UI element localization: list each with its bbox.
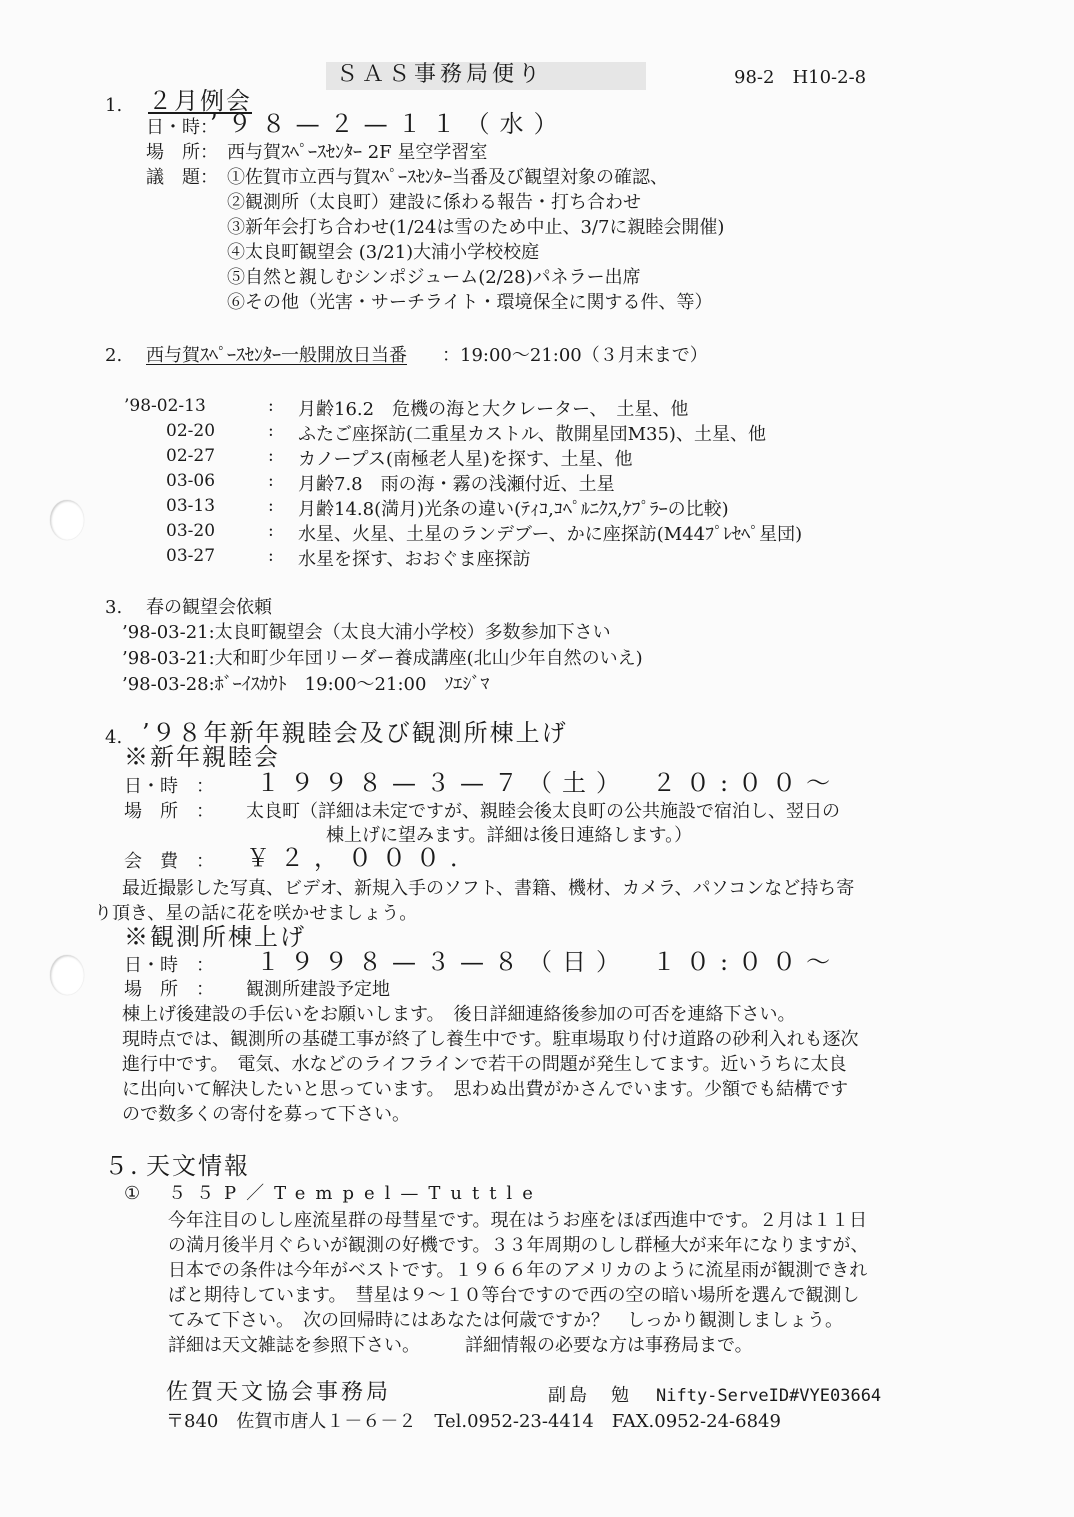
agenda-item: ④太良町観望会 (3/21)大浦小学校校庭	[227, 242, 540, 263]
footer-address: 〒840 佐賀市唐人１－６－２ Tel.0952-23-4414 FAX.0952-24-6849	[166, 1411, 781, 1432]
schedule-date: 02-27	[166, 446, 216, 466]
framing-body-line: 棟上げ後建設の手伝いをお願いします。 後日詳細連絡後参加の可否を連絡下さい。	[122, 1004, 796, 1025]
comet-body-line: 今年注目のしし座流星群の母彗星です。現在はうお座をほぼ西進中です。２月は１１日	[168, 1210, 868, 1231]
schedule-text: 水星、火星、土星のランデブー、かに座探訪(M44ﾌﾟﾚｾﾍﾟ星団)	[298, 524, 803, 545]
section-4-number: 4.	[105, 727, 123, 748]
meeting-date-value: ’９８—２—１１（水）	[210, 110, 568, 138]
viewing-request-item: ’98-03-21:太良町観望会（太良大浦小学校）多数参加下さい	[122, 622, 611, 643]
section-2-number: 2.	[105, 345, 123, 366]
comet-name: ５５P／Tempel—Tuttle	[168, 1183, 543, 1204]
framing-body-line: 現時点では、観測所の基礎工事が終了し養生中です。駐車場取り付け道路の砂利入れも逐次	[122, 1029, 859, 1050]
agenda-item: ⑥その他（光害・サーチライト・環境保全に関する件、等）	[227, 292, 713, 313]
framing-subheading: ※観測所棟上げ	[124, 923, 306, 951]
agenda-item: ⑤自然と親しむシンポジューム(2/28)パネラー出席	[227, 267, 641, 288]
party-place-value: 太良町（詳細は未定ですが、親睦会後太良町の公共施設で宿泊し、翌日の	[246, 801, 840, 822]
schedule-colon: :	[268, 446, 274, 466]
party-fee-value: ￥２，０００．	[246, 844, 484, 872]
section-2-heading: 西与賀ｽﾍﾟｰｽｾﾝﾀｰ一般開放日当番	[146, 345, 407, 366]
schedule-text: カノープス(南極老人星)を探す、土星、他	[298, 449, 633, 470]
schedule-date: ’98-02-13	[124, 396, 206, 416]
framing-body-line: 進行中です。 電気、水などのライフラインで若干の問題が発生してます。近いうちに太良	[122, 1054, 847, 1075]
framing-body-line: ので数多くの寄付を募って下さい。	[122, 1104, 410, 1125]
meeting-place-value: 西与賀ｽﾍﾟｰｽｾﾝﾀｰ 2F 星空学習室	[227, 142, 488, 163]
schedule-text: 水星を探す、おおぐま座探訪	[298, 549, 531, 570]
schedule-colon: :	[268, 396, 274, 416]
section-3-number: 3.	[105, 597, 123, 618]
meeting-date-label: 日・時：	[146, 117, 218, 138]
astro-item-number: ①	[124, 1183, 141, 1204]
agenda-label: 議 題：	[146, 167, 218, 188]
schedule-date: 03-13	[166, 496, 216, 516]
schedule-text: 月齢16.2 危機の海と大クレーター、 土星、他	[298, 399, 689, 420]
section-5-number: ５.	[104, 1152, 140, 1180]
agenda-item: ①佐賀市立西与賀ｽﾍﾟｰｽｾﾝﾀｰ当番及び観望対象の確認、	[227, 167, 668, 188]
comet-body-line: 日本での条件は今年がベストです。１９６６年のアメリカのように流星雨が観測できれ	[168, 1260, 868, 1281]
party-fee-label: 会 費 ：	[124, 851, 214, 872]
framing-date-value: １９９８—３—８（日） １０:００～	[256, 948, 841, 976]
agenda-item: ②観測所（太良町）建設に係わる報告・打ち合わせ	[227, 192, 641, 213]
viewing-request-item: ’98-03-28:ﾎﾞｰｲｽｶｳﾄ 19:00～21:00 ｿｴｼﾞﾏ	[122, 674, 490, 695]
party-date-value: １９９８—３—７（土） ２０:００～	[256, 769, 841, 797]
footer-nifty-id: Nifty-ServeID#VYE03664	[656, 1386, 882, 1406]
framing-date-label: 日・時 ：	[124, 955, 214, 976]
schedule-colon: :	[268, 496, 274, 516]
framing-place-value: 観測所建設予定地	[246, 979, 390, 1000]
footer-contact-person: 副島 勉	[548, 1385, 632, 1406]
party-subheading: ※新年親睦会	[124, 743, 280, 771]
comet-body-line: てみて下さい。 次の回帰時にはあなたは何歳ですか？ しっかり観測しましょう。	[168, 1310, 843, 1331]
party-place-value-cont: 棟上げに望みます。詳細は後日連絡します。）	[326, 825, 693, 846]
framing-place-label: 場 所 ：	[124, 979, 214, 1000]
punch-hole-top	[50, 500, 84, 540]
schedule-colon: :	[268, 471, 274, 491]
schedule-date: 03-27	[166, 546, 216, 566]
framing-body-line: に出向いて解決したいと思っています。 思わぬ出費がかさんでいます。少額でも結構です	[122, 1079, 849, 1100]
meeting-place-label: 場 所：	[146, 142, 218, 163]
section-3-heading: 春の観望会依頼	[146, 597, 272, 618]
section-4-heading: ’９８年新年親睦会及び観測所棟上げ	[142, 719, 568, 747]
punch-hole-bottom	[50, 955, 84, 995]
schedule-colon: :	[268, 546, 274, 566]
schedule-text: 月齢7.8 雨の海・霧の浅瀬付近、土星	[298, 474, 615, 495]
issue-number: 98-2 H10-2-8	[734, 67, 867, 88]
viewing-request-item: ’98-03-21:大和町少年団リーダー養成講座(北山少年自然のいえ)	[122, 648, 643, 669]
comet-body-line: ばと期待しています。 彗星は９～１０等台ですので西の空の暗い場所を選んで観測し	[168, 1285, 860, 1306]
schedule-text: ふたご座探訪(二重星カストル、散開星団M35)、土星、他	[298, 424, 766, 445]
footer-organization: 佐賀天文協会事務局	[166, 1380, 392, 1405]
schedule-date: 02-20	[166, 421, 216, 441]
section-1-heading: ２月例会	[148, 87, 252, 115]
schedule-date: 03-06	[166, 471, 216, 491]
newsletter-title: ＳＡＳ事務局便り	[336, 62, 545, 87]
party-date-label: 日・時 ：	[124, 776, 214, 797]
schedule-date: 03-20	[166, 521, 216, 541]
schedule-colon: :	[268, 421, 274, 441]
party-place-label: 場 所 ：	[124, 801, 214, 822]
section-2-hours: ：19:00～21:00（３月末まで）	[442, 345, 708, 366]
section-1-number: 1.	[105, 95, 123, 116]
comet-body-line: 詳細は天文雑誌を参照下さい。 詳細情報の必要な方は事務局まで。	[168, 1335, 753, 1356]
party-body-line: り頂き、星の話に花を咲かせましょう。	[94, 903, 418, 924]
agenda-item: ③新年会打ち合わせ(1/24は雪のため中止、3/7に親睦会開催)	[227, 217, 725, 238]
schedule-colon: :	[268, 521, 274, 541]
schedule-text: 月齢14.8(満月)光条の違い(ﾃｨｺ,ｺﾍﾟﾙﾆｸｽ,ｹﾌﾟﾗｰの比較)	[298, 499, 729, 520]
party-body-line: 最近撮影した写真、ビデオ、新規入手のソフト、書籍、機材、カメラ、パソコンなど持ち寄	[122, 878, 855, 899]
comet-body-line: の満月後半月ぐらいが観測の好機です。３３年周期のしし群極大が来年になりますが、	[168, 1235, 869, 1256]
section-5-heading: 天文情報	[146, 1152, 250, 1180]
